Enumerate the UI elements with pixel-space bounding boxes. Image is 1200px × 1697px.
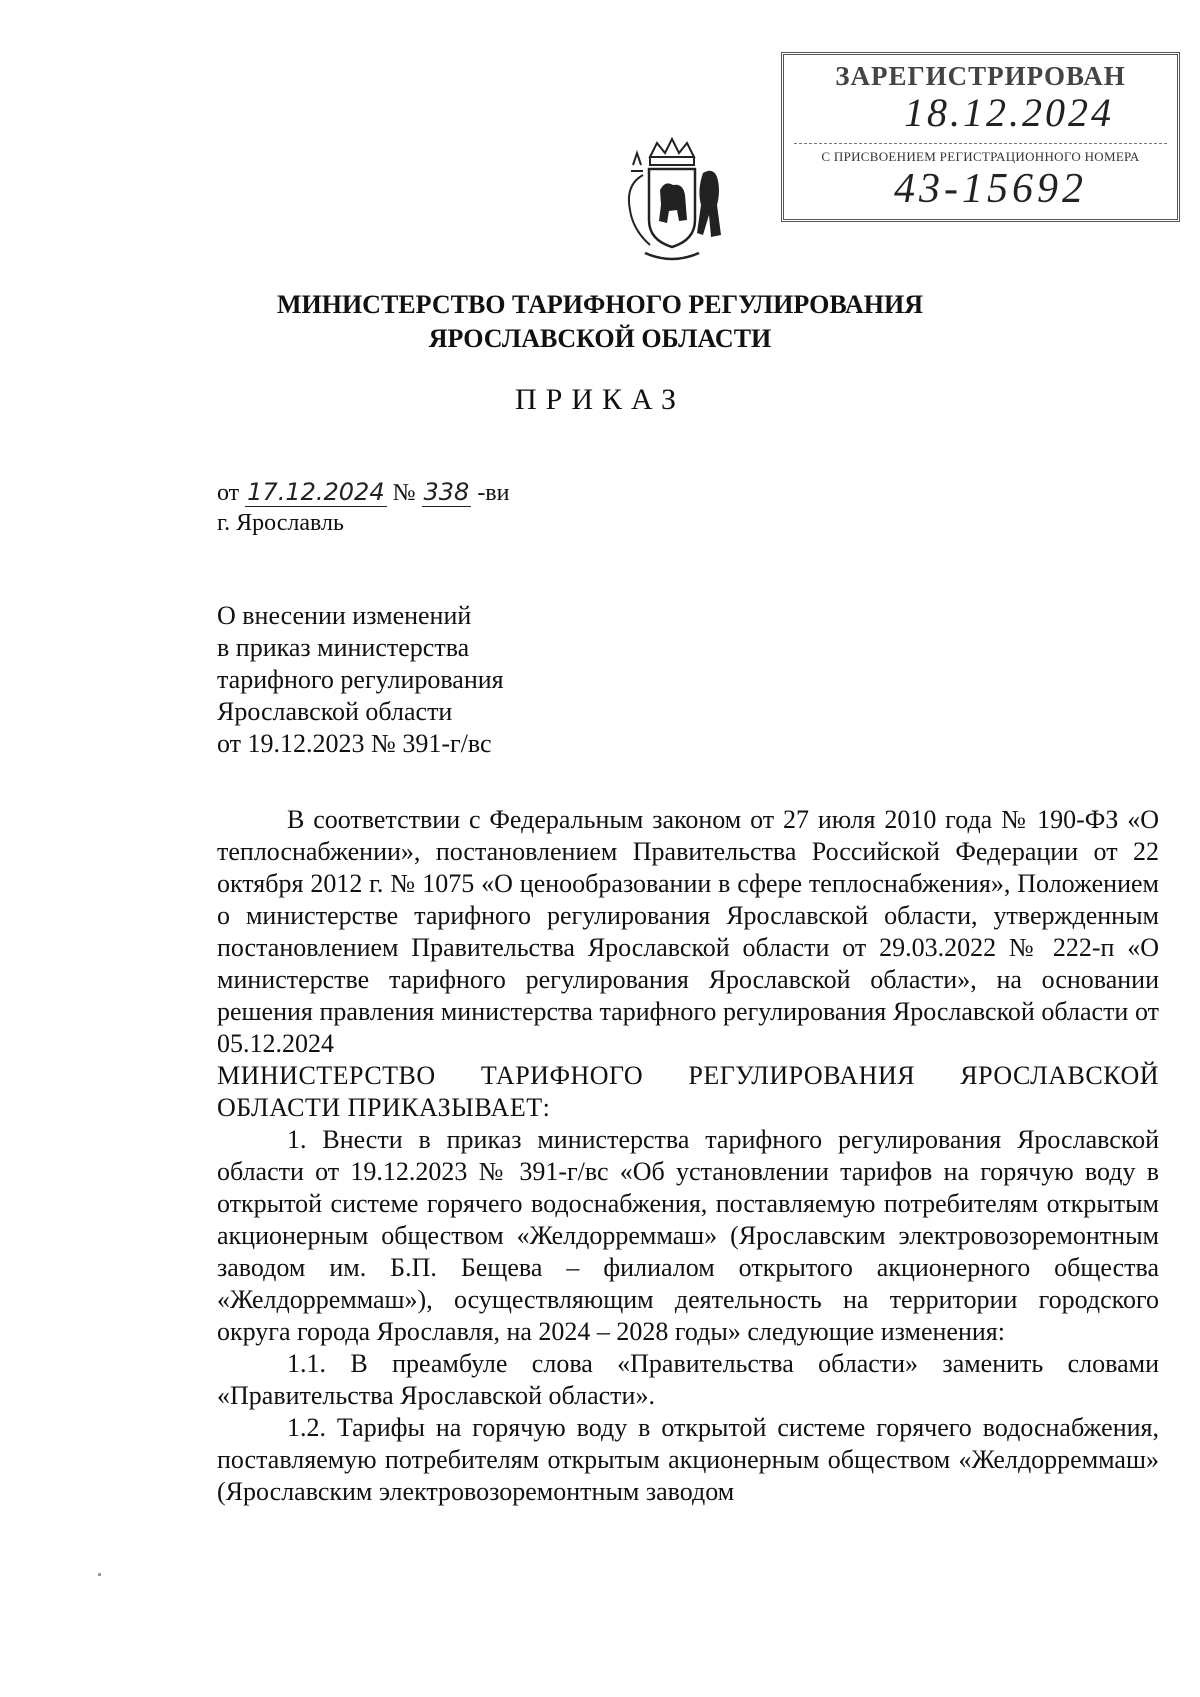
order-body <box>217 804 1159 1508</box>
order-date: 17.12.2024 <box>247 478 385 506</box>
subject-line: от 19.12.2023 № 391-г/вс <box>217 729 492 758</box>
scan-speck <box>98 1573 101 1576</box>
body-paragraph: 1. Внести в приказ министерства тарифного регулирования Ярославской области от 19.12.2023 № 391-г/вс «Об установлении тарифов на горячую воду в открытой системе горячего водоснабжения, поставляемую потребителям открытым акционерным обществом «Желдорреммаш» (Ярославским электровозоремонтным заводом им. Б.П. Бещева – филиалом открытого акционерного общества «Желдорреммаш»), осуществляющим деятельность на территории городского округа города Ярославля, на 2024 – 2028 годы» следующие изменения: <box>217 1125 1159 1346</box>
subject-line: Ярославской области <box>217 697 453 726</box>
order-number-line <box>217 478 509 507</box>
stamp-divider <box>794 143 1167 144</box>
subject-line: О внесении изменений <box>217 601 472 630</box>
stamp-title: ЗАРЕГИСТРИРОВАН <box>835 61 1126 91</box>
order-city: г. Ярославль <box>217 510 344 536</box>
registration-stamp <box>781 52 1180 222</box>
order-subject <box>217 600 504 760</box>
stamp-number: 43-15692 <box>894 166 1087 212</box>
order-no-sign: № <box>392 480 416 506</box>
document-type: ПРИКАЗ <box>515 383 685 416</box>
stamp-date: 18.12.2024 <box>904 90 1114 135</box>
body-paragraph: 1.2. Тарифы на горячую воду в открытой системе горячего водоснабжения, поставляемую потребителям открытым акционерным обществом «Желдорреммаш» (Ярославским электровозоремонтным заводом <box>217 1413 1159 1506</box>
body-paragraph: В соответствии с Федеральным законом от 27 июля 2010 года № 190-ФЗ «О теплоснабжении», постановлением Правительства Российской Федерации от 22 октября 2012 г. № 1075 «О ценообразовании в сфере теплоснабжения», Положением о министерстве тарифного регулирования Ярославской области, утвержденным постановлением Правительства Ярославской области от 29.03.2022 № 222-п «О министерстве тарифного регулирования Ярославской области», на основании решения правления министерства тарифного регулирования Ярославской области от 05.12.2024 <box>217 805 1159 1058</box>
order-number: 338 <box>423 478 470 506</box>
body-paragraph: 1.1. В преамбуле слова «Правительства области» заменить словами «Правительства Ярославской области». <box>217 1349 1159 1410</box>
order-prefix: от <box>217 480 240 506</box>
heading-line1: МИНИСТЕРСТВО ТАРИФНОГО РЕГУЛИРОВАНИЯ <box>276 290 924 319</box>
subject-line: в приказ министерства <box>217 633 470 662</box>
heading-line2: ЯРОСЛАВСКОЙ ОБЛАСТИ <box>428 324 772 353</box>
coat-of-arms-icon <box>605 135 740 270</box>
ministry-heading <box>0 288 1200 356</box>
order-suffix: -ви <box>477 480 510 506</box>
order-directive: МИНИСТЕРСТВО ТАРИФНОГО РЕГУЛИРОВАНИЯ ЯРОСЛАВСКОЙ ОБЛАСТИ ПРИКАЗЫВАЕТ: <box>217 1061 1159 1122</box>
body-paragraph-caps <box>217 1060 1159 1124</box>
stamp-subtitle: С ПРИСВОЕНИЕМ РЕГИСТРАЦИОННОГО НОМЕРА <box>821 149 1140 164</box>
subject-line: тарифного регулирования <box>217 665 504 694</box>
